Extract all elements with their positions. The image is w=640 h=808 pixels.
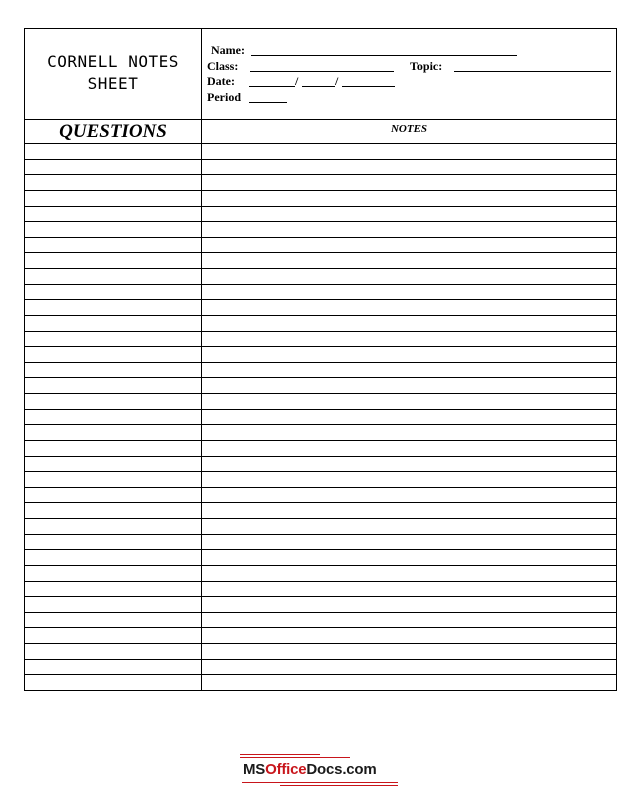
question-cell[interactable] bbox=[25, 535, 201, 549]
question-cell[interactable] bbox=[25, 425, 201, 439]
date-label: Date: bbox=[207, 74, 235, 88]
name-label: Name: bbox=[211, 43, 245, 57]
notes-cell[interactable] bbox=[202, 363, 616, 377]
question-cell[interactable] bbox=[25, 597, 201, 611]
logo-part-office: Office bbox=[265, 761, 307, 778]
notes-cell[interactable] bbox=[202, 582, 616, 596]
question-cell[interactable] bbox=[25, 675, 201, 689]
notes-cell[interactable] bbox=[202, 394, 616, 408]
notes-cell[interactable] bbox=[202, 207, 616, 221]
question-cell[interactable] bbox=[25, 628, 201, 642]
question-cell[interactable] bbox=[25, 253, 201, 267]
cornell-notes-sheet bbox=[24, 28, 617, 691]
notes-cell[interactable] bbox=[202, 410, 616, 424]
notes-cell[interactable] bbox=[202, 300, 616, 314]
question-cell[interactable] bbox=[25, 457, 201, 471]
notes-cell[interactable] bbox=[202, 222, 616, 236]
logo-part-docs: Docs bbox=[306, 761, 343, 778]
notes-cell[interactable] bbox=[202, 425, 616, 439]
msofficedocs-logo bbox=[240, 752, 402, 788]
period-label: Period bbox=[207, 89, 241, 104]
question-cell[interactable] bbox=[25, 582, 201, 596]
question-cell[interactable] bbox=[25, 191, 201, 205]
question-cell[interactable] bbox=[25, 300, 201, 314]
notes-cell[interactable] bbox=[202, 566, 616, 580]
logo-part-ms: MS bbox=[243, 761, 266, 778]
sheet-title-line2: SHEET bbox=[87, 74, 139, 93]
notes-cell[interactable] bbox=[202, 503, 616, 517]
questions-heading: QUESTIONS bbox=[59, 121, 167, 142]
question-cell[interactable] bbox=[25, 207, 201, 221]
question-cell[interactable] bbox=[25, 175, 201, 189]
sheet-title-line1: CORNELL NOTES bbox=[47, 52, 179, 71]
notes-cell[interactable] bbox=[202, 347, 616, 361]
notes-cell[interactable] bbox=[202, 550, 616, 564]
notes-cell[interactable] bbox=[202, 488, 616, 502]
logo-accent-line bbox=[280, 785, 398, 786]
question-cell[interactable] bbox=[25, 503, 201, 517]
logo-accent-line bbox=[242, 782, 398, 783]
notes-cell[interactable] bbox=[202, 285, 616, 299]
logo-wordmark bbox=[243, 761, 377, 779]
notes-cell[interactable] bbox=[202, 441, 616, 455]
notes-cell[interactable] bbox=[202, 332, 616, 346]
notes-cell[interactable] bbox=[202, 160, 616, 174]
question-cell[interactable] bbox=[25, 144, 201, 158]
question-cell[interactable] bbox=[25, 550, 201, 564]
question-cell[interactable] bbox=[25, 644, 201, 658]
question-cell[interactable] bbox=[25, 347, 201, 361]
logo-part-com: .com bbox=[342, 761, 377, 778]
notes-cell[interactable] bbox=[202, 628, 616, 642]
topic-label: Topic: bbox=[410, 58, 443, 73]
question-cell[interactable] bbox=[25, 660, 201, 674]
question-cell[interactable] bbox=[25, 566, 201, 580]
notes-cell[interactable] bbox=[202, 519, 616, 533]
notes-cell[interactable] bbox=[202, 238, 616, 252]
notes-heading: NOTES bbox=[390, 123, 428, 135]
question-cell[interactable] bbox=[25, 378, 201, 392]
question-cell[interactable] bbox=[25, 613, 201, 627]
notes-cell[interactable] bbox=[202, 191, 616, 205]
question-cell[interactable] bbox=[25, 488, 201, 502]
notes-cell[interactable] bbox=[202, 144, 616, 158]
notes-cell[interactable] bbox=[202, 675, 616, 689]
notes-cell[interactable] bbox=[202, 175, 616, 189]
question-cell[interactable] bbox=[25, 394, 201, 408]
date-separator: / bbox=[335, 74, 339, 88]
question-cell[interactable] bbox=[25, 332, 201, 346]
question-cell[interactable] bbox=[25, 238, 201, 252]
notes-cell[interactable] bbox=[202, 644, 616, 658]
class-label: Class: bbox=[207, 58, 239, 73]
logo-accent-line bbox=[240, 754, 320, 755]
question-cell[interactable] bbox=[25, 441, 201, 455]
notes-cell[interactable] bbox=[202, 597, 616, 611]
logo-accent-line bbox=[240, 757, 350, 758]
question-cell[interactable] bbox=[25, 269, 201, 283]
question-cell[interactable] bbox=[25, 519, 201, 533]
question-cell[interactable] bbox=[25, 160, 201, 174]
notes-cell[interactable] bbox=[202, 316, 616, 330]
notes-cell[interactable] bbox=[202, 472, 616, 486]
notes-cell[interactable] bbox=[202, 253, 616, 267]
question-cell[interactable] bbox=[25, 472, 201, 486]
notes-cell[interactable] bbox=[202, 269, 616, 283]
date-separator: / bbox=[295, 74, 299, 88]
ruled-rows bbox=[25, 29, 616, 690]
notes-cell[interactable] bbox=[202, 613, 616, 627]
notes-cell[interactable] bbox=[202, 660, 616, 674]
question-cell[interactable] bbox=[25, 363, 201, 377]
question-cell[interactable] bbox=[25, 285, 201, 299]
notes-cell[interactable] bbox=[202, 378, 616, 392]
question-cell[interactable] bbox=[25, 222, 201, 236]
question-cell[interactable] bbox=[25, 410, 201, 424]
notes-cell[interactable] bbox=[202, 535, 616, 549]
notes-cell[interactable] bbox=[202, 457, 616, 471]
question-cell[interactable] bbox=[25, 316, 201, 330]
